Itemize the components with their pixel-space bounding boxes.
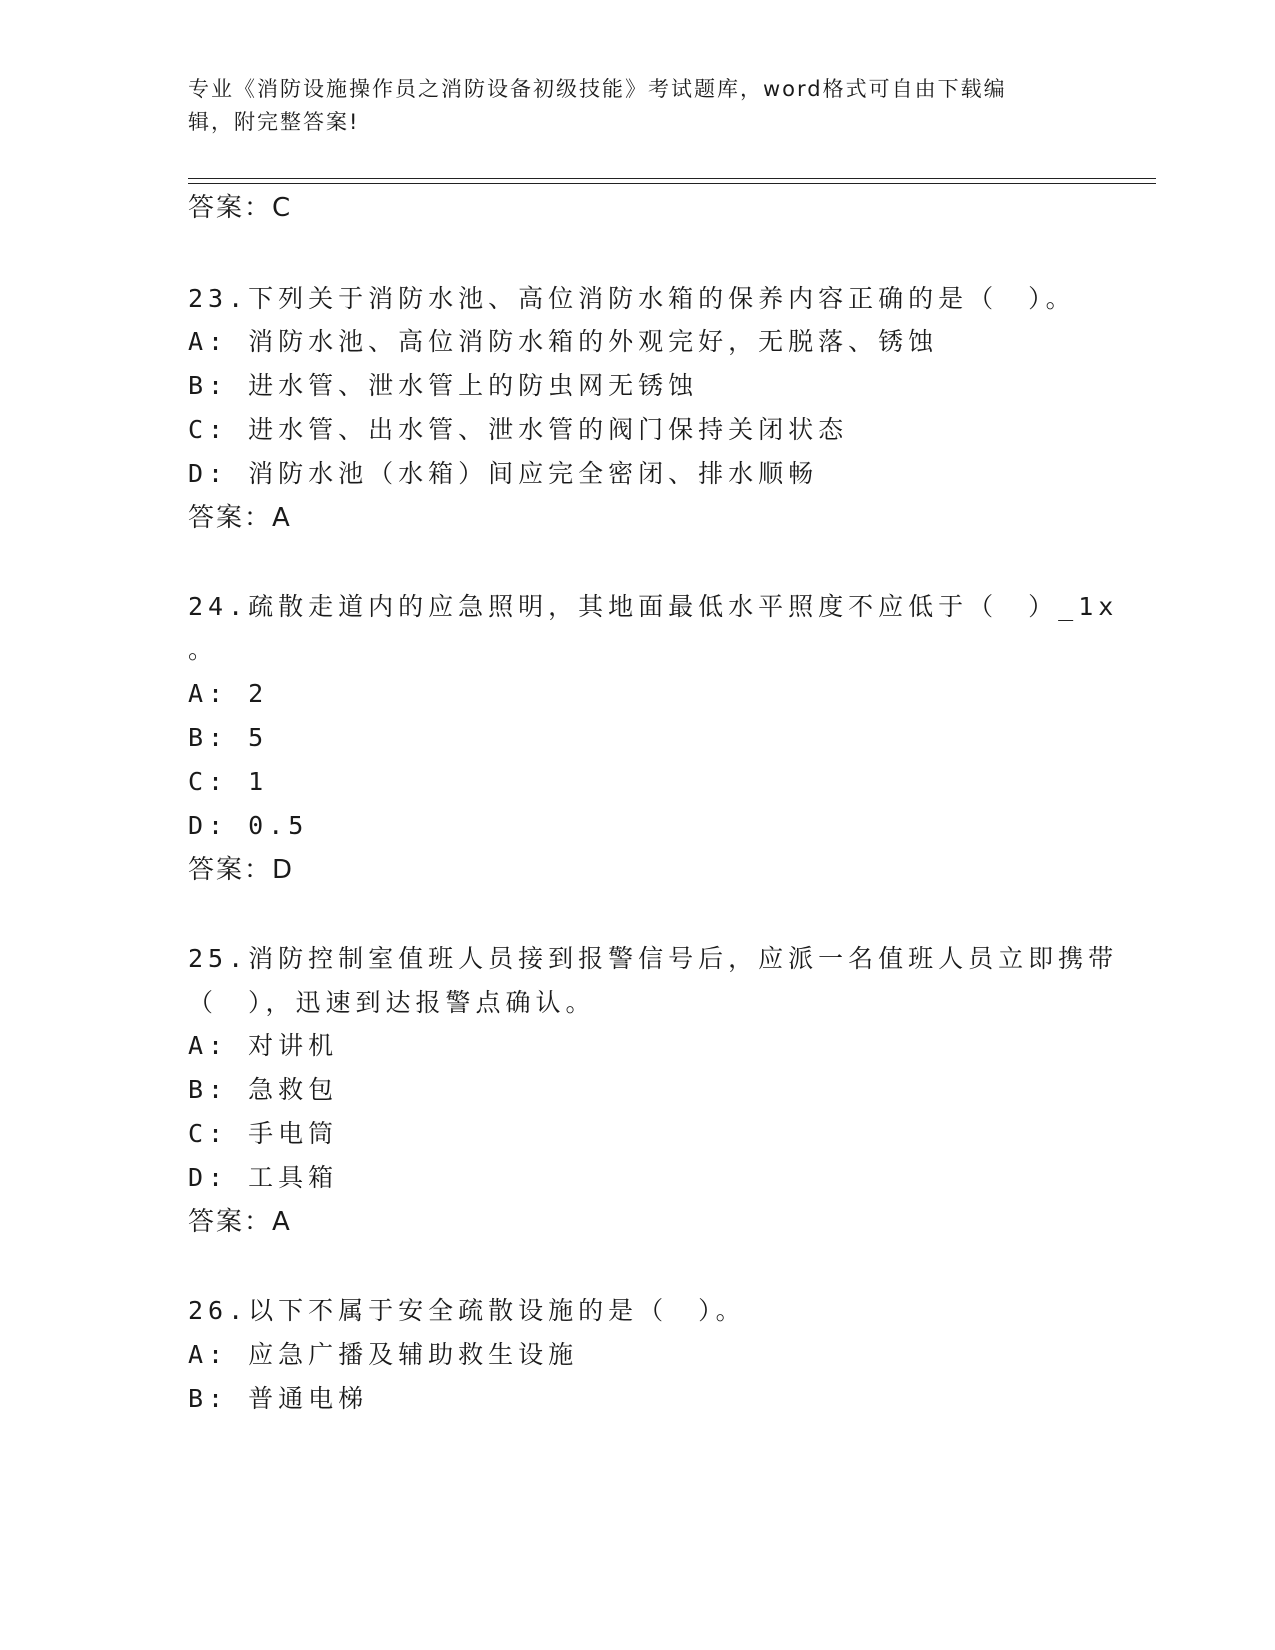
question-24-option-c: C: 1 — [188, 767, 269, 796]
question-25-stem-line-1: 25.消防控制室值班人员接到报警信号后，应派一名值班人员立即携带 — [188, 944, 1119, 973]
header-divider-top — [188, 178, 1156, 179]
document-header — [188, 73, 1088, 139]
question-23-option-a: A: 消防水池、高位消防水箱的外观完好，无脱落、锈蚀 — [188, 327, 939, 356]
question-24-stem-line-2: 。 — [188, 635, 219, 664]
question-23-option-c: C: 进水管、出水管、泄水管的阀门保持关闭状态 — [188, 415, 849, 444]
question-23-option-b: B: 进水管、泄水管上的防虫网无锈蚀 — [188, 371, 699, 400]
question-25-option-a: A: 对讲机 — [188, 1031, 339, 1060]
question-25-option-c: C: 手电筒 — [188, 1119, 339, 1148]
answer-prev: 答案：C — [188, 193, 293, 223]
question-24-option-b: B: 5 — [188, 723, 269, 752]
question-24-stem-line-1: 24.疏散走道内的应急照明，其地面最低水平照度不应低于（ ）_1x — [188, 592, 1119, 621]
question-23-stem: 23.下列关于消防水池、高位消防水箱的保养内容正确的是（ ）。 — [188, 284, 1076, 313]
question-24-option-a: A: 2 — [188, 679, 269, 708]
header-divider-bottom — [188, 183, 1156, 184]
question-25-stem-line-2: （ ），迅速到达报警点确认。 — [188, 988, 596, 1017]
question-23-option-d: D: 消防水池（水箱）间应完全密闭、排水顺畅 — [188, 459, 819, 488]
header-line-2: 辑，附完整答案! — [188, 110, 360, 134]
question-23-answer: 答案：A — [188, 503, 292, 533]
question-25-answer: 答案：A — [188, 1207, 292, 1237]
question-24-answer: 答案：D — [188, 855, 295, 885]
question-26-option-b: B: 普通电梯 — [188, 1384, 369, 1413]
question-26-option-a: A: 应急广播及辅助救生设施 — [188, 1340, 579, 1369]
question-26-stem: 26.以下不属于安全疏散设施的是（ ）。 — [188, 1296, 746, 1325]
header-line-1: 专业《消防设施操作员之消防设备初级技能》考试题库，word格式可自由下载编 — [188, 77, 1007, 101]
question-24-option-d: D: 0.5 — [188, 811, 309, 840]
question-25-option-b: B: 急救包 — [188, 1075, 339, 1104]
question-25-option-d: D: 工具箱 — [188, 1163, 339, 1192]
